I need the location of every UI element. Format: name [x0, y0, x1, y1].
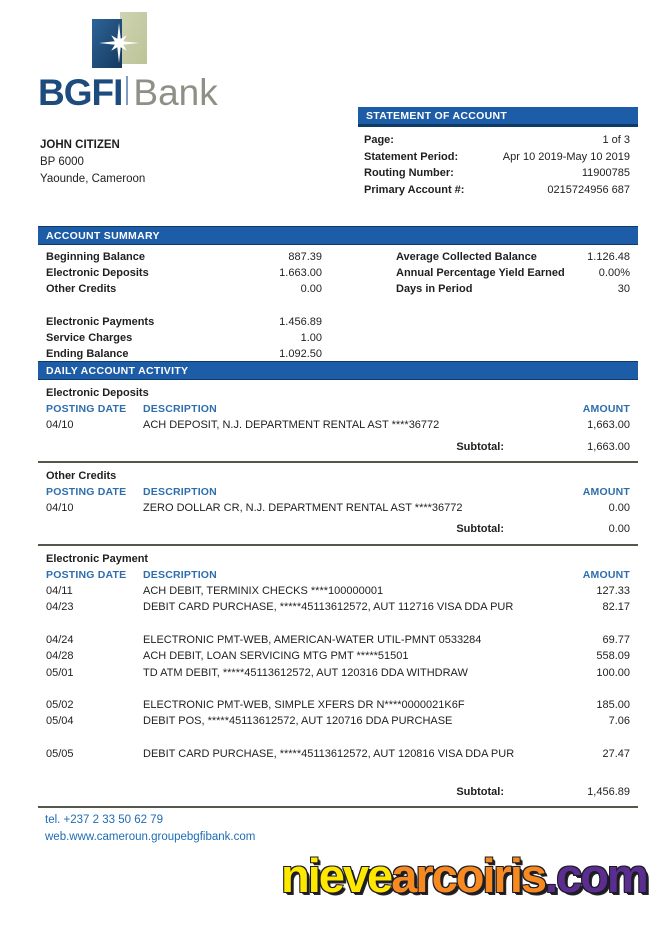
amount-cell: 1,663.00 — [587, 419, 630, 432]
table-row — [38, 665, 638, 681]
summary-label: Ending Balance — [46, 348, 129, 361]
subtotal-amount: 1,456.89 — [587, 785, 630, 798]
table-header-row — [38, 567, 638, 583]
section-divider — [38, 461, 638, 463]
table-row — [38, 697, 638, 713]
posting-date-header: POSTING DATE — [46, 403, 127, 415]
watermark-part1: nieve — [281, 849, 392, 902]
statement-info-label: Routing Number: — [364, 167, 454, 179]
customer-name: JOHN CITIZEN — [40, 139, 120, 151]
posting-date-cell: 05/04 — [46, 715, 74, 728]
description-cell: ACH DEBIT, TERMINIX CHECKS ****100000001 — [143, 585, 384, 598]
table-row — [38, 762, 638, 778]
summary-value: 1.126.48 — [587, 251, 630, 263]
table-row — [38, 746, 638, 762]
posting-date-cell: 04/10 — [46, 502, 74, 515]
table-row — [38, 417, 638, 433]
amount-cell: 185.00 — [596, 699, 630, 712]
table-row — [38, 730, 638, 746]
summary-row — [38, 330, 330, 346]
table-row — [38, 599, 638, 615]
activity-subsection-electronic-deposits — [38, 385, 638, 463]
posting-date-cell: 05/05 — [46, 748, 74, 761]
description-cell: DEBIT CARD PURCHASE, *****45113612572, AUT 112716 VISA DDA PUR — [143, 601, 514, 614]
account-summary-columns — [38, 249, 638, 362]
section-divider — [38, 544, 638, 546]
amount-cell: 7.06 — [608, 715, 630, 728]
description-cell: DEBIT POS, *****45113612572, AUT 120716 DDA PURCHASE — [143, 715, 453, 728]
summary-label: Other Credits — [46, 283, 117, 296]
brand-divider — [126, 76, 128, 105]
amount-cell: 0.00 — [608, 502, 630, 515]
summary-label: Service Charges — [46, 332, 133, 344]
description-header: DESCRIPTION — [143, 403, 217, 415]
statement-info-row — [358, 149, 638, 166]
subtotal-label: Subtotal: — [456, 785, 504, 798]
summary-value: 0.00% — [598, 267, 630, 280]
summary-value: 30 — [617, 283, 630, 296]
amount-cell: 27.47 — [602, 748, 630, 761]
posting-date-header: POSTING DATE — [46, 568, 127, 581]
amount-header: AMOUNT — [582, 485, 630, 498]
customer-address-line2: Yaounde, Cameroon — [40, 173, 146, 185]
amount-cell: 127.33 — [596, 585, 630, 598]
summary-label: Average Collected Balance — [396, 251, 537, 263]
amount-header: AMOUNT — [582, 403, 630, 415]
table-row — [38, 616, 638, 632]
description-cell: TD ATM DEBIT, *****45113612572, AUT 120316 DDA WITHDRAW — [143, 666, 468, 679]
subtotal-amount: 0.00 — [608, 523, 630, 536]
amount-cell — [534, 681, 630, 697]
description-cell: DEBIT CARD PURCHASE, *****45113612572, AUT 120816 VISA DDA PUR — [143, 748, 515, 761]
amount-cell: 558.09 — [596, 650, 630, 663]
statement-info-box — [358, 107, 638, 198]
subsection-name: Other Credits — [46, 469, 117, 482]
posting-date-cell — [46, 730, 143, 746]
statement-info-rows — [358, 132, 638, 198]
description-cell — [143, 730, 534, 746]
amount-cell — [534, 730, 630, 746]
summary-row — [38, 346, 330, 362]
subtotal-row — [38, 784, 638, 800]
summary-row — [38, 265, 330, 281]
summary-row — [388, 281, 638, 297]
table-row — [38, 648, 638, 664]
summary-row — [38, 249, 330, 265]
subtotal-row — [38, 439, 638, 455]
summary-row — [38, 281, 330, 297]
subtotal-label: Subtotal: — [456, 523, 504, 536]
section-divider — [38, 806, 638, 808]
table-body — [38, 583, 638, 779]
site-watermark — [281, 848, 647, 903]
amount-cell — [534, 616, 630, 632]
brand-name-secondary: Bank — [133, 72, 218, 113]
subtotal-label: Subtotal: — [456, 440, 504, 453]
posting-date-cell — [46, 762, 143, 778]
summary-label: Days in Period — [396, 283, 473, 296]
table-row — [38, 681, 638, 697]
subtotal-row — [38, 521, 638, 537]
statement-info-row — [358, 165, 638, 182]
footer-website: web.www.cameroun.groupebgfibank.com — [45, 830, 256, 843]
subsection-name: Electronic Deposits — [46, 387, 149, 399]
posting-date-cell: 04/28 — [46, 650, 74, 663]
summary-value: 1.092.50 — [279, 348, 322, 361]
brand-name-primary: BGFI — [38, 72, 123, 113]
table-header-row — [38, 484, 638, 500]
amount-cell: 82.17 — [602, 601, 630, 614]
account-summary-title: ACCOUNT SUMMARY — [38, 226, 638, 245]
description-cell — [143, 616, 534, 632]
summary-row — [38, 298, 330, 314]
description-cell: ACH DEBIT, LOAN SERVICING MTG PMT *****51501 — [143, 650, 409, 663]
statement-info-label: Primary Account #: — [364, 183, 465, 196]
footer-contact-block — [45, 812, 255, 845]
daily-activity-title: DAILY ACCOUNT ACTIVITY — [38, 361, 638, 380]
statement-info-value: 11900785 — [581, 167, 630, 179]
subsection-name: Electronic Payment — [46, 552, 149, 565]
summary-value: 0.00 — [300, 283, 322, 296]
account-summary-section — [38, 226, 638, 362]
account-summary-right-column — [388, 249, 638, 362]
subtotal-spacer — [46, 784, 143, 800]
summary-row — [388, 249, 638, 265]
statement-info-label: Page: — [364, 134, 394, 146]
description-header: DESCRIPTION — [143, 568, 217, 581]
posting-date-header: POSTING DATE — [46, 485, 127, 498]
amount-cell — [534, 762, 630, 778]
statement-info-row — [358, 132, 638, 149]
summary-row — [38, 314, 330, 330]
customer-address-block — [40, 137, 145, 188]
description-cell — [143, 681, 534, 697]
statement-info-row — [358, 182, 638, 199]
posting-date-cell — [46, 616, 143, 632]
description-cell: ELECTRONIC PMT-WEB, SIMPLE XFERS DR N****0000021K6F — [143, 699, 465, 712]
posting-date-cell: 04/10 — [46, 419, 74, 432]
summary-value: 1.456.89 — [279, 315, 322, 328]
summary-label: Annual Percentage Yield Earned — [396, 267, 565, 280]
bank-wordmark — [38, 74, 218, 111]
statement-info-value: 1 of 3 — [602, 134, 630, 146]
footer-telephone: tel. +237 2 33 50 62 79 — [45, 814, 163, 826]
description-cell — [143, 762, 534, 778]
summary-label: Electronic Payments — [46, 315, 155, 328]
description-cell: ACH DEPOSIT, N.J. DEPARTMENT RENTAL AST ****36772 — [143, 419, 440, 432]
customer-address-line1: BP 6000 — [40, 156, 84, 168]
description-cell: ELECTRONIC PMT-WEB, AMERICAN-WATER UTIL-PMNT 0533284 — [143, 633, 482, 646]
amount-header: AMOUNT — [582, 568, 630, 581]
description-cell: ZERO DOLLAR CR, N.J. DEPARTMENT RENTAL AST ****36772 — [143, 502, 463, 515]
statement-box-title: STATEMENT OF ACCOUNT — [358, 107, 638, 127]
watermark-part2: arcoiris — [391, 849, 546, 902]
bgfi-logo-icon — [92, 12, 150, 70]
summary-value: 887.39 — [288, 251, 322, 263]
summary-label: Electronic Deposits — [46, 267, 149, 280]
watermark-part3: .com — [545, 849, 647, 902]
account-summary-left-column — [38, 249, 330, 362]
posting-date-cell — [46, 681, 143, 697]
subtotal-amount: 1,663.00 — [587, 440, 630, 453]
daily-activity-section — [38, 361, 638, 811]
table-row — [38, 632, 638, 648]
posting-date-cell: 04/23 — [46, 601, 74, 614]
table-body — [38, 417, 638, 433]
statement-info-value: Apr 10 2019-May 10 2019 — [502, 150, 630, 163]
subtotal-spacer — [46, 439, 143, 455]
table-row — [38, 583, 638, 599]
summary-row — [388, 265, 638, 281]
table-row — [38, 500, 638, 516]
summary-label: Beginning Balance — [46, 251, 146, 263]
posting-date-cell: 04/11 — [46, 585, 73, 598]
summary-value: 1.663.00 — [279, 267, 322, 280]
table-header-row — [38, 401, 638, 417]
posting-date-cell: 05/01 — [46, 666, 74, 679]
posting-date-cell: 05/02 — [46, 699, 74, 712]
description-header: DESCRIPTION — [143, 485, 217, 498]
statement-info-value: 0215724956 687 — [547, 183, 630, 196]
table-body — [38, 500, 638, 516]
table-row — [38, 713, 638, 729]
amount-cell: 69.77 — [602, 633, 630, 646]
posting-date-cell: 04/24 — [46, 633, 74, 646]
activity-subsection-electronic-payment — [38, 551, 638, 808]
activity-subsection-other-credits — [38, 468, 638, 546]
amount-cell: 100.00 — [596, 666, 630, 679]
statement-info-label: Statement Period: — [364, 150, 459, 163]
subtotal-spacer — [46, 521, 143, 537]
summary-value: 1.00 — [300, 332, 322, 344]
